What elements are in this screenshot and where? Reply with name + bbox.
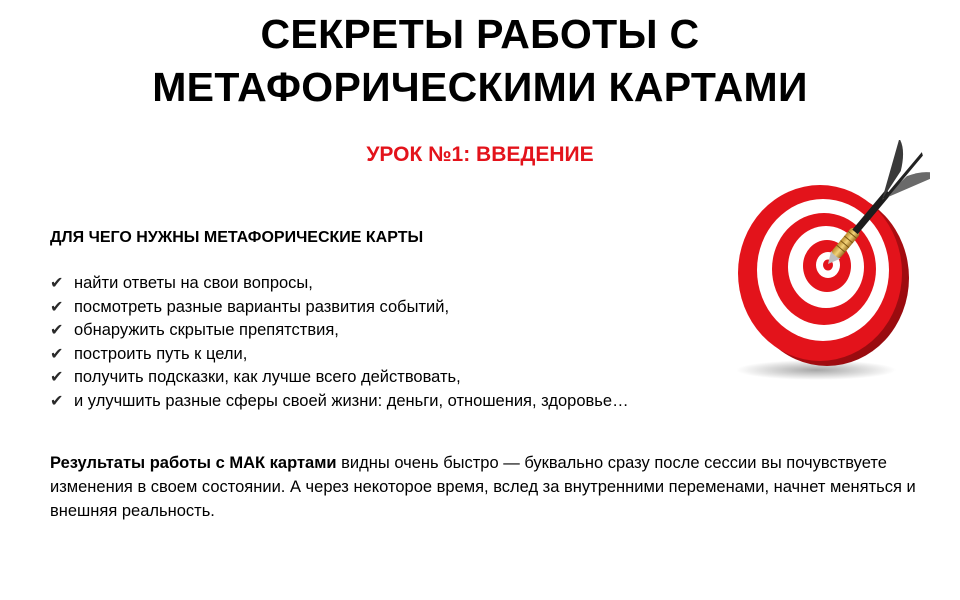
page-title [0, 8, 960, 114]
list-item-text: получить подсказки, как лучше всего действовать, [74, 368, 461, 386]
benefits-list [50, 272, 629, 413]
dart-target-icon [690, 140, 930, 390]
list-item [50, 272, 629, 296]
list-item-text: и улучшить разные сферы своей жизни: деньги, отношения, здоровье… [74, 391, 629, 410]
list-item-text: найти ответы на свои вопросы, [74, 274, 313, 292]
list-item-text: построить путь к цели, [74, 344, 248, 363]
list-item-text: обнаружить скрытые препятствия, [74, 321, 339, 339]
checkmark-icon: ✔ [50, 392, 64, 410]
list-item [50, 296, 629, 320]
checkmark-icon: ✔ [50, 298, 64, 316]
results-paragraph [50, 451, 920, 523]
results-paragraph-body: видны очень быстро — буквально сразу после сессии вы почувствуете изменения в своем состоянии. А через некоторое время, вслед за внутренними переменами, начнет меняться и внешняя реальность. [50, 454, 916, 520]
checkmark-icon: ✔ [50, 322, 64, 339]
page-title-line-2: МЕТАФОРИЧЕСКИМИ КАРТАМИ [152, 64, 808, 110]
results-paragraph-lead: Результаты работы с МАК картами [50, 454, 337, 472]
list-item [50, 319, 629, 343]
list-item [50, 366, 629, 390]
checkmark-icon: ✔ [50, 369, 64, 386]
section-heading: ДЛЯ ЧЕГО НУЖНЫ МЕТАФОРИЧЕСКИЕ КАРТЫ [50, 229, 424, 246]
list-item-text: посмотреть разные варианты развития событий, [74, 297, 450, 316]
checkmark-icon: ✔ [50, 275, 64, 292]
checkmark-icon: ✔ [50, 345, 64, 363]
list-item [50, 343, 629, 367]
lesson-subtitle: УРОК №1: ВВЕДЕНИЕ [366, 143, 594, 166]
page-title-line-1: СЕКРЕТЫ РАБОТЫ С [260, 11, 700, 57]
list-item [50, 390, 629, 414]
